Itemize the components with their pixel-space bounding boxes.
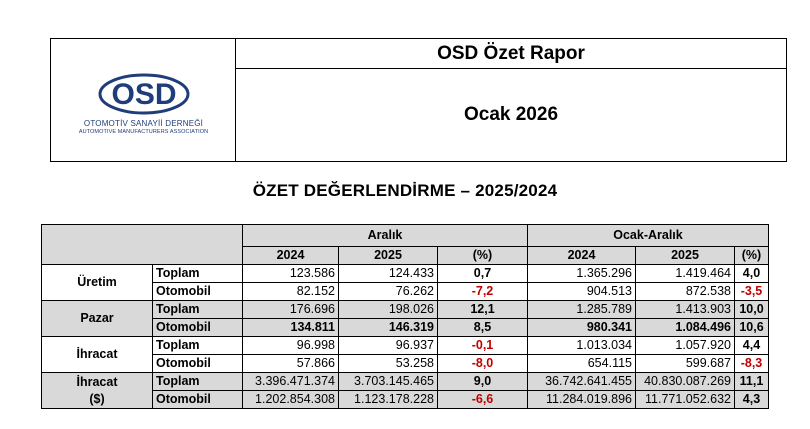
aralik-pct-value: 9,0 <box>438 373 528 391</box>
corner-cell <box>42 225 243 265</box>
aralik-2024-value: 123.586 <box>243 265 339 283</box>
logo-line2: AUTOMOTIVE MANUFACTURERS ASSOCIATION <box>78 129 209 135</box>
ocak-aralik-pct-value: 10,0 <box>735 301 769 319</box>
category-label-text: İhracat <box>76 347 118 361</box>
aralik-2025-value: 96.937 <box>339 337 438 355</box>
category-label-text: Pazar <box>80 311 114 325</box>
aralik-2025-value: 3.703.145.465 <box>339 373 438 391</box>
ocak-aralik-2024-value: 654.115 <box>528 355 636 373</box>
category-label-unit: ($) <box>89 391 105 406</box>
aralik-2025-value: 198.026 <box>339 301 438 319</box>
category-label <box>42 373 153 409</box>
aralik-2025-value: 146.319 <box>339 319 438 337</box>
aralik-2025-value: 124.433 <box>339 265 438 283</box>
aralik-2024-value: 134.811 <box>243 319 339 337</box>
category-label-text: Üretim <box>77 275 117 289</box>
ocak-aralik-2024-value: 980.341 <box>528 319 636 337</box>
col-pct: (%) <box>438 247 528 265</box>
category-label <box>42 265 153 301</box>
ocak-aralik-pct-value: 10,6 <box>735 319 769 337</box>
row-type-label: Otomobil <box>153 319 243 337</box>
ocak-aralik-pct-value: -8,3 <box>735 355 769 373</box>
ocak-aralik-2025-value: 872.538 <box>636 283 735 301</box>
aralik-pct-value: 8,5 <box>438 319 528 337</box>
table-row <box>42 373 769 391</box>
ocak-aralik-2025-value: 11.771.052.632 <box>636 391 735 409</box>
table-row <box>42 337 769 355</box>
ocak-aralik-2025-value: 1.413.903 <box>636 301 735 319</box>
col-2025: 2025 <box>339 247 438 265</box>
ocak-aralik-2025-value: 599.687 <box>636 355 735 373</box>
aralik-pct-value: -8,0 <box>438 355 528 373</box>
ocak-aralik-2025-value: 1.057.920 <box>636 337 735 355</box>
ocak-aralik-2025-value: 40.830.087.269 <box>636 373 735 391</box>
col-2024: 2024 <box>528 247 636 265</box>
row-type-label: Toplam <box>153 265 243 283</box>
logo-line1: OTOMOTİV SANAYİİ DERNEĞİ <box>83 119 204 128</box>
logo-cell <box>51 39 236 161</box>
ocak-aralik-2024-value: 36.742.641.455 <box>528 373 636 391</box>
ocak-aralik-2025-value: 1.084.496 <box>636 319 735 337</box>
aralik-2024-value: 82.152 <box>243 283 339 301</box>
aralik-pct-value: 12,1 <box>438 301 528 319</box>
row-type-label: Otomobil <box>153 355 243 373</box>
group-aralik: Aralık <box>243 225 528 247</box>
section-title: ÖZET DEĞERLENDİRME – 2025/2024 <box>252 181 558 200</box>
aralik-2025-value: 76.262 <box>339 283 438 301</box>
ocak-aralik-2024-value: 1.013.034 <box>528 337 636 355</box>
aralik-2024-value: 57.866 <box>243 355 339 373</box>
aralik-2024-value: 3.396.471.374 <box>243 373 339 391</box>
aralik-pct-value: -7,2 <box>438 283 528 301</box>
row-type-label: Toplam <box>153 337 243 355</box>
ocak-aralik-pct-value: -3,5 <box>735 283 769 301</box>
report-header <box>50 38 787 162</box>
aralik-pct-value: -0,1 <box>438 337 528 355</box>
group-ocak-aralik: Ocak-Aralık <box>528 225 769 247</box>
osd-logo-icon <box>97 73 191 115</box>
row-type-label: Otomobil <box>153 391 243 409</box>
ocak-aralik-pct-value: 11,1 <box>735 373 769 391</box>
col-pct: (%) <box>735 247 769 265</box>
aralik-2024-value: 96.998 <box>243 337 339 355</box>
ocak-aralik-2024-value: 1.365.296 <box>528 265 636 283</box>
aralik-2025-value: 53.258 <box>339 355 438 373</box>
ocak-aralik-pct-value: 4,0 <box>735 265 769 283</box>
aralik-pct-value: 0,7 <box>438 265 528 283</box>
logo-letters: OSD <box>111 78 177 111</box>
ocak-aralik-2024-value: 1.285.789 <box>528 301 636 319</box>
ocak-aralik-2024-value: 904.513 <box>528 283 636 301</box>
aralik-2024-value: 176.696 <box>243 301 339 319</box>
aralik-pct-value: -6,6 <box>438 391 528 409</box>
table-row <box>42 265 769 283</box>
summary-table <box>41 224 769 409</box>
ocak-aralik-2025-value: 1.419.464 <box>636 265 735 283</box>
table-row <box>42 301 769 319</box>
category-label <box>42 337 153 373</box>
category-label-text: İhracat <box>76 374 118 389</box>
report-title: OSD Özet Rapor <box>236 39 786 69</box>
ocak-aralik-pct-value: 4,3 <box>735 391 769 409</box>
col-2024: 2024 <box>243 247 339 265</box>
row-type-label: Otomobil <box>153 283 243 301</box>
col-2025: 2025 <box>636 247 735 265</box>
row-type-label: Toplam <box>153 301 243 319</box>
row-type-label: Toplam <box>153 373 243 391</box>
ocak-aralik-2024-value: 11.284.019.896 <box>528 391 636 409</box>
report-period: Ocak 2026 <box>463 104 559 125</box>
aralik-2025-value: 1.123.178.228 <box>339 391 438 409</box>
category-label <box>42 301 153 337</box>
ocak-aralik-pct-value: 4,4 <box>735 337 769 355</box>
header-row-groups <box>42 225 769 247</box>
aralik-2024-value: 1.202.854.308 <box>243 391 339 409</box>
